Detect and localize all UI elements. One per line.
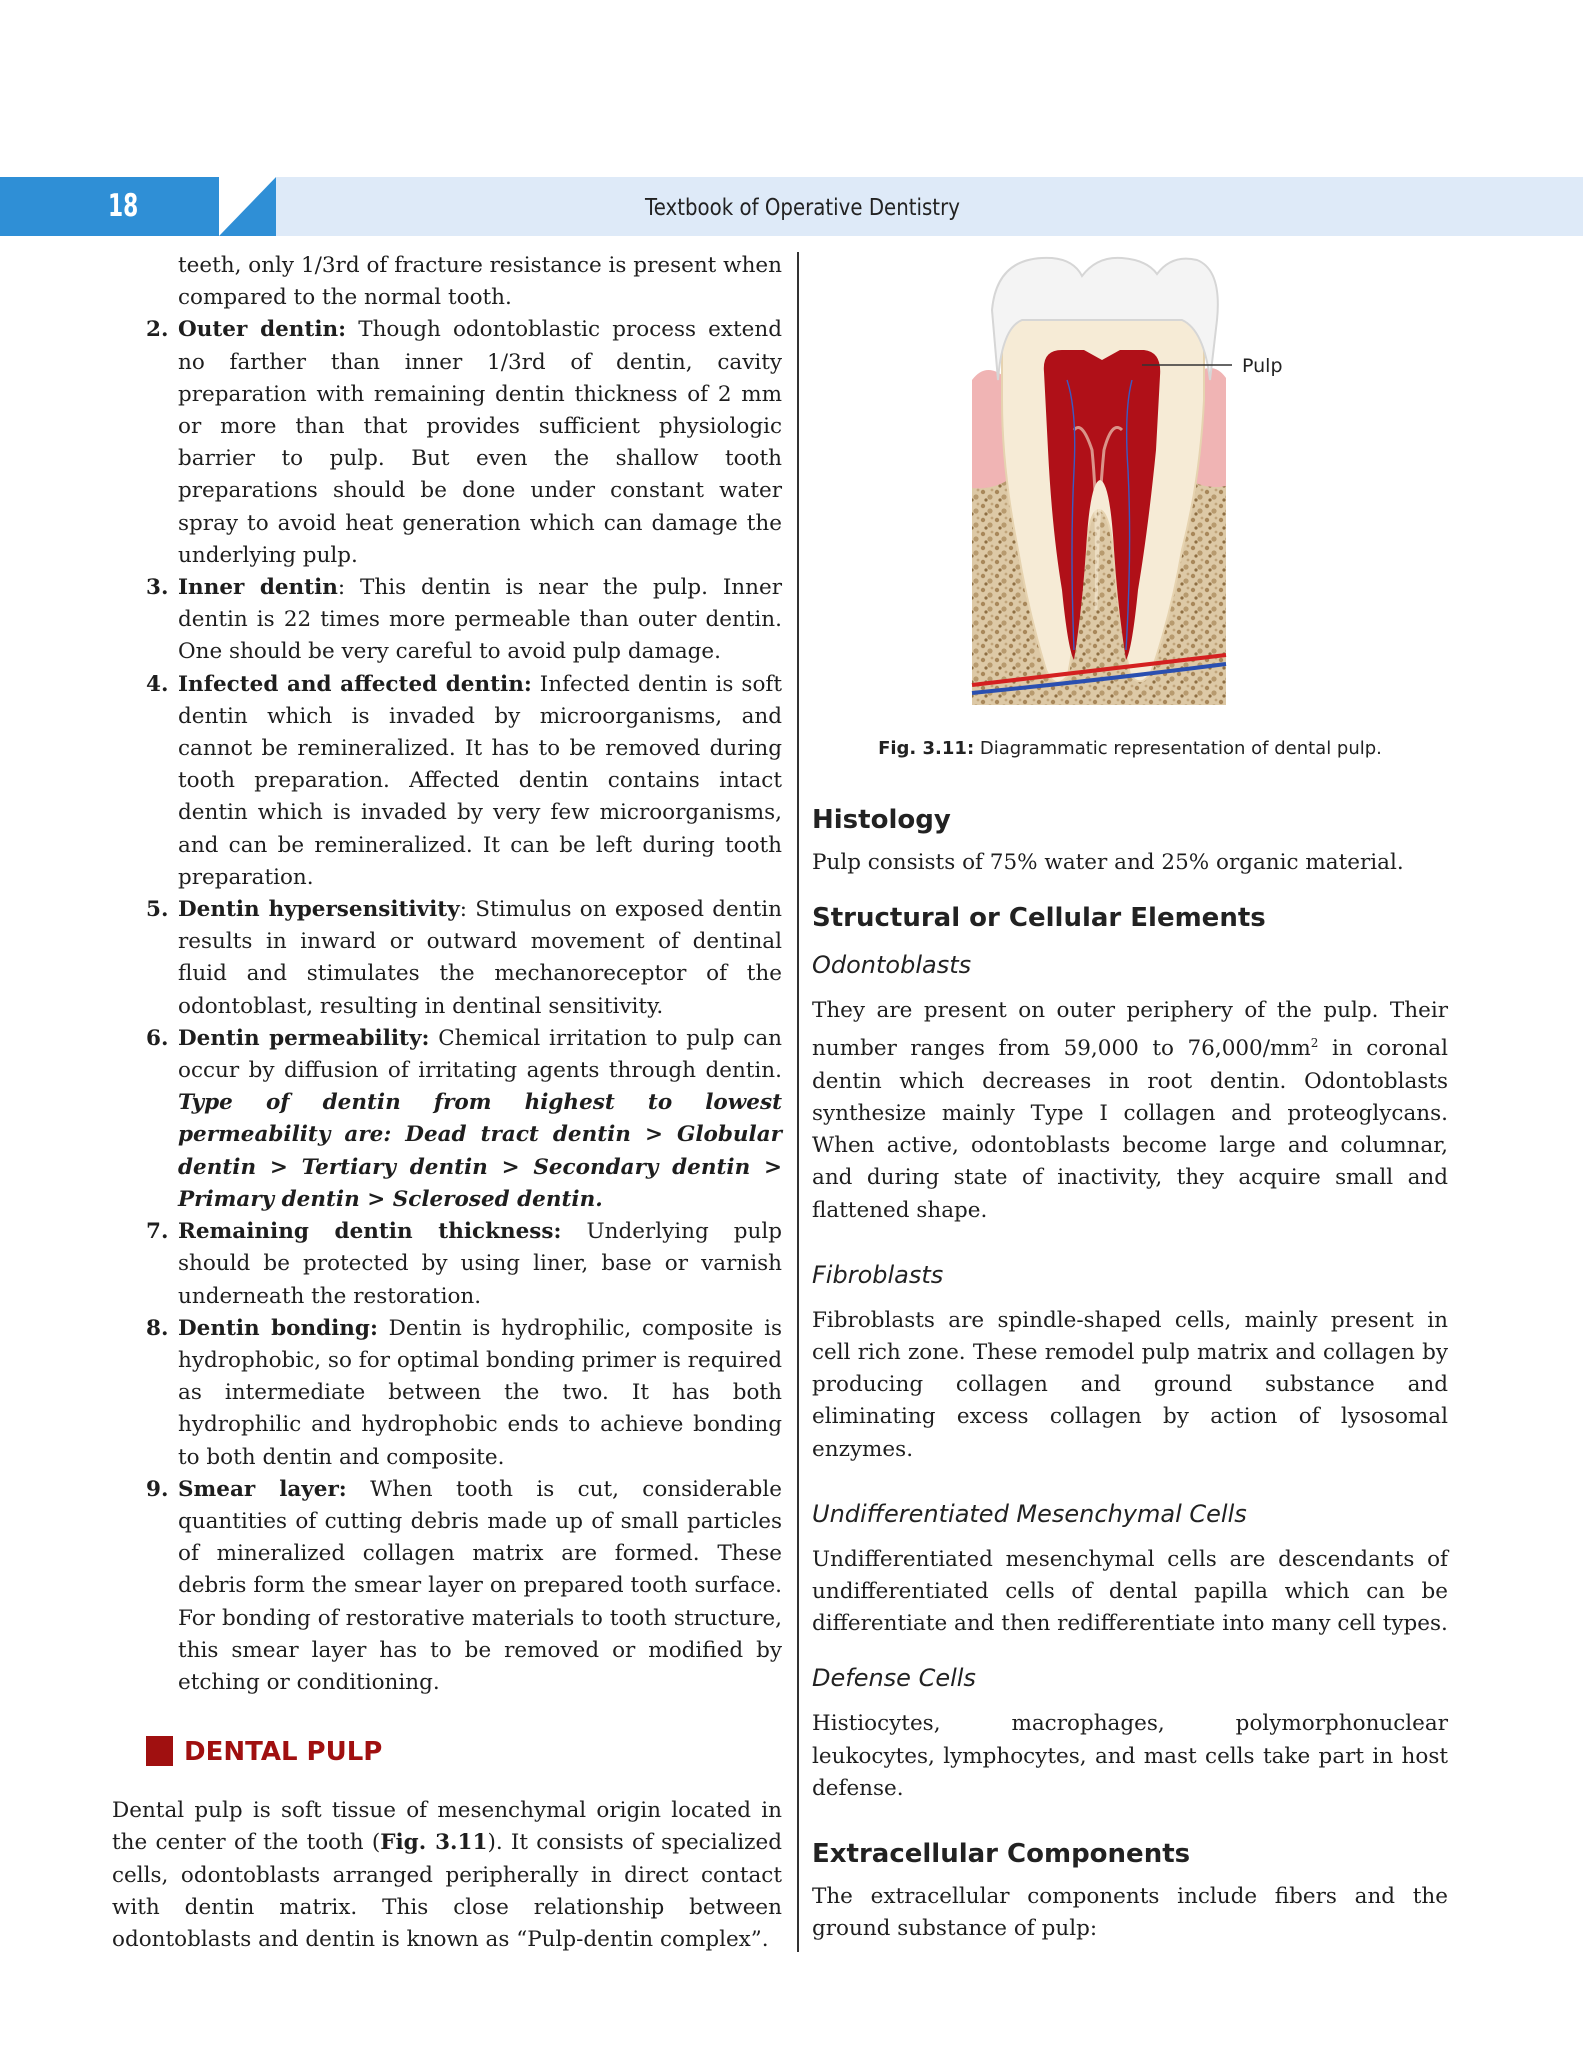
extracellular-heading: Extracellular Components xyxy=(812,1839,1191,1870)
dentin-list xyxy=(146,314,782,1699)
section-heading xyxy=(146,1735,782,1769)
figure-reference[interactable]: Fig. 3.11 xyxy=(380,1830,488,1856)
histology-text: Pulp consists of 75% water and 25% organic material. xyxy=(812,850,1404,875)
list-number: 7. xyxy=(146,1219,169,1245)
fibroblasts-heading: Fibroblasts xyxy=(812,1260,944,1289)
list-number: 9. xyxy=(146,1476,169,1502)
list-number: 5. xyxy=(146,897,169,923)
odontoblasts-text-a: They are present on outer periphery of the pulp. Their number ranges from 59,000 to 76,000/mm xyxy=(812,998,1448,1062)
item-text: teeth, only 1/3rd of fracture resistance is present when compared to the normal tooth. xyxy=(178,253,782,311)
list-number: 4. xyxy=(146,671,169,697)
list-item xyxy=(146,1216,782,1313)
list-item xyxy=(146,314,782,572)
caption-text: Diagrammatic representation of dental pulp. xyxy=(974,738,1382,759)
item-text: Chemical irritation to pulp can occur by diffusion of irritating agents through dentin. xyxy=(178,1025,782,1084)
umc-text: Undifferentiated mesenchymal cells are descendants of undifferentiated cells of dental papilla which can be differentiate and then redifferentiate into many cell types. xyxy=(812,1546,1448,1637)
list-item-continued xyxy=(146,250,782,314)
pulp-text-a: Dental pulp is soft tissue of mesenchymal origin located in the center of the tooth ( xyxy=(112,1798,782,1856)
structural-heading: Structural or Cellular Elements xyxy=(812,903,1266,934)
list-number: 2. xyxy=(146,317,169,343)
item-term: Infected and affected dentin: xyxy=(178,671,532,697)
superscript: 2 xyxy=(1310,1036,1319,1051)
list-item xyxy=(146,1023,782,1216)
extracellular-text: The extracellular components include fibers and the ground substance of pulp: xyxy=(812,1884,1448,1942)
column-divider xyxy=(797,252,799,1952)
caption-label: Fig. 3.11: xyxy=(878,738,975,759)
left-column xyxy=(112,250,783,1956)
pulp-figure xyxy=(812,250,1448,720)
list-number: 3. xyxy=(146,575,169,601)
item-emphasis: Type of dentin from highest to lowest permeability are: Dead tract dentin > Globular dentin > Tertiary dentin > Secondary dentin > Primary dentin > Sclerosed dentin. xyxy=(178,1090,782,1212)
item-term: Dentin permeability: xyxy=(178,1025,430,1051)
item-term: Outer dentin: xyxy=(178,317,347,343)
section-title: DENTAL PULP xyxy=(184,1737,383,1768)
pulp-text-b: ). It consists of specialized cells, odontoblasts arranged peripherally in direct contact with dentin matrix. This close relationship between odontoblasts and dentin is known as “Pulp-dentin complex”. xyxy=(112,1830,782,1952)
odontoblasts-heading: Odontoblasts xyxy=(812,951,972,980)
header-edge xyxy=(1583,177,1594,236)
item-text: When tooth is cut, considerable quantities of cutting debris made up of small particles of mineralized collagen matrix are formed. These debris form the smear layer on prepared tooth surface. For bonding of restorative materials to tooth structure, this smear layer has to be removed or modified by etching or conditioning. xyxy=(178,1476,782,1695)
list-item xyxy=(146,894,782,1023)
page-number: 18 xyxy=(108,188,139,224)
figure-label-pulp: Pulp xyxy=(1242,355,1283,377)
figure-caption xyxy=(812,738,1448,759)
fibroblasts-text: Fibroblasts are spindle-shaped cells, mainly present in cell rich zone. These remodel pulp matrix and collagen by producing collagen and ground substance and eliminating excess collagen by action of lysosomal enzymes. xyxy=(812,1307,1448,1462)
item-text: Underlying pulp should be protected by using liner, base or varnish underneath the restoration. xyxy=(178,1219,782,1309)
item-term: Remaining dentin thickness: xyxy=(178,1219,562,1245)
item-text: : Stimulus on exposed dentin results in inward or outward movement of dentinal fluid and stimulates the mechanoreceptor of the odontoblast, resulting in dentinal sensitivity. xyxy=(178,897,782,1019)
list-item xyxy=(146,1313,782,1474)
tooth-diagram xyxy=(812,250,1448,720)
odontoblasts-text xyxy=(812,995,1448,1227)
list-number: 6. xyxy=(146,1025,169,1051)
item-text: Dentin is hydrophilic, composite is hydrophobic, so for optimal bonding primer is required as intermediate between the two. It has both hydrophilic and hydrophobic ends to achieve bonding to both dentin and composite. xyxy=(178,1315,783,1470)
list-number: 8. xyxy=(146,1315,169,1341)
item-term: Dentin hypersensitivity xyxy=(178,897,460,923)
list-item xyxy=(146,1474,782,1699)
pulp-paragraph xyxy=(112,1795,782,1956)
defense-text: Histiocytes, macrophages, polymorphonuclear leukocytes, lymphocytes, and mast cells take part in host defense. xyxy=(812,1711,1448,1801)
odontoblasts-text-b: in coronal dentin which decreases in root dentin. Odontoblasts synthesize mainly Type I collagen and proteoglycans. When active, odontoblasts become large and columnar, and during state of inactivity, they acquire small and flattened shape. xyxy=(812,1036,1449,1223)
item-term: Inner dentin xyxy=(178,575,338,601)
list-item xyxy=(146,669,782,894)
right-column xyxy=(812,250,1448,1945)
item-text: Though odontoblastic process extend no farther than inner 1/3rd of dentin, cavity preparation with remaining dentin thickness of 2 mm or more than that provides sufficient physiologic barrier to pulp. But even the shallow tooth preparations should be done under constant water spray to avoid heat generation which can damage the underlying pulp. xyxy=(178,317,782,568)
list-item xyxy=(146,572,782,669)
item-term: Smear layer: xyxy=(178,1476,347,1502)
defense-heading: Defense Cells xyxy=(812,1664,976,1693)
section-marker xyxy=(146,1736,173,1766)
page-header xyxy=(0,177,1594,236)
running-title: Textbook of Operative Dentistry xyxy=(645,195,960,221)
item-term: Dentin bonding: xyxy=(178,1315,378,1341)
histology-heading: Histology xyxy=(812,805,951,835)
item-text: : This dentin is near the pulp. Inner dentin is 22 times more permeable than outer dentin. One should be very careful to avoid pulp damage. xyxy=(178,575,783,665)
item-text: Infected dentin is soft dentin which is invaded by microorganisms, and cannot be remineralized. It has to be removed during tooth preparation. Affected dentin contains intact dentin which is invaded by very few microorganisms, and can be remineralized. It can be left during tooth preparation. xyxy=(178,671,782,890)
umc-heading: Undifferentiated Mesenchymal Cells xyxy=(812,1499,1247,1528)
